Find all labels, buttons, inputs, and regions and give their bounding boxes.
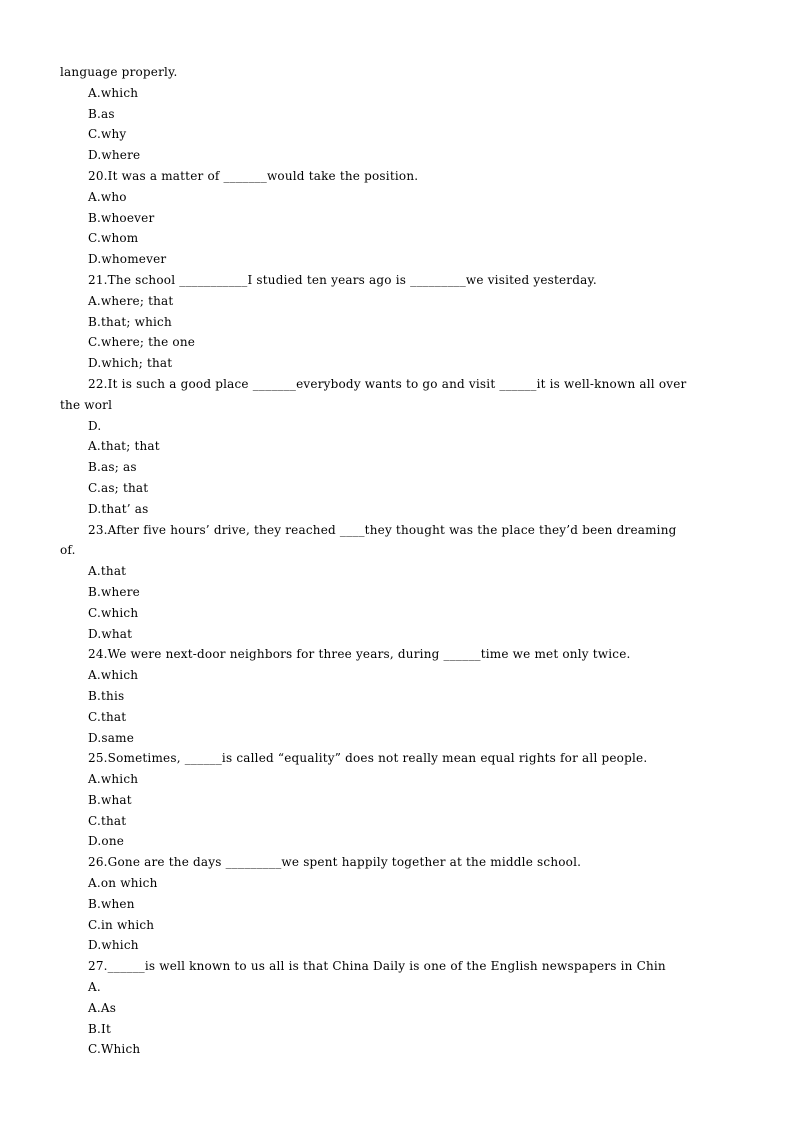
- answer-option: B.It: [88, 1021, 111, 1036]
- document-page: [60, 62, 740, 1060]
- text-line: the worl: [60, 397, 113, 412]
- answer-option: B.as; as: [88, 460, 137, 475]
- question-text: 27.______is well known to us all is that China Daily is one of the English newspapers in Chin: [88, 959, 666, 974]
- answer-option: D.where: [88, 148, 141, 163]
- answer-option: A.: [88, 980, 101, 995]
- answer-option: B.what: [88, 792, 132, 807]
- question-text: 21.The school ___________I studied ten years ago is _________we visited yesterday.: [88, 272, 597, 287]
- answer-option: C.Which: [88, 1042, 141, 1057]
- text-line: of.: [60, 543, 76, 558]
- answer-option: B.as: [88, 106, 115, 121]
- answer-option: D.that’ as: [88, 501, 149, 516]
- question-text: 25.Sometimes, ______is called “equality” does not really mean equal rights for all people.: [88, 751, 648, 766]
- answer-option: C.that: [88, 709, 127, 724]
- answer-option: D.whomever: [88, 252, 167, 267]
- answer-option: A.where; that: [88, 293, 174, 308]
- answer-option: C.whom: [88, 231, 139, 246]
- answer-option: D.which; that: [88, 356, 173, 371]
- answer-option: A.which: [88, 85, 139, 100]
- answer-option: B.where: [88, 584, 140, 599]
- answer-option: D.: [88, 418, 102, 433]
- question-text: 24.We were next-door neighbors for three years, during ______time we met only twice.: [88, 647, 631, 662]
- answer-option: A.which: [88, 772, 139, 787]
- answer-option: A.who: [88, 189, 127, 204]
- answer-option: B.when: [88, 896, 135, 911]
- answer-option: B.that; which: [88, 314, 172, 329]
- answer-option: B.whoever: [88, 210, 155, 225]
- answer-option: C.that: [88, 813, 127, 828]
- answer-option: A.As: [88, 1000, 117, 1015]
- answer-option: D.one: [88, 834, 125, 849]
- question-text: 23.After five hours’ drive, they reached ____they thought was the place they’d been dreaming: [88, 522, 677, 537]
- answer-option: B.this: [88, 688, 125, 703]
- answer-option: C.which: [88, 605, 139, 620]
- answer-option: D.what: [88, 626, 133, 641]
- answer-option: A.that: [88, 564, 127, 579]
- question-text: 26.Gone are the days _________we spent happily together at the middle school.: [88, 855, 582, 870]
- answer-option: A.which: [88, 668, 139, 683]
- answer-option: C.why: [88, 127, 127, 142]
- question-text: 20.It was a matter of _______would take the position.: [88, 168, 419, 183]
- text-line: language properly.: [60, 65, 178, 79]
- question-text: 22.It is such a good place _______everybody wants to go and visit ______it is well-known all over: [88, 376, 687, 391]
- answer-option: A.that; that: [88, 439, 160, 454]
- answer-option: D.same: [88, 730, 135, 745]
- answer-option: C.in which: [88, 917, 155, 932]
- answer-option: A.on which: [88, 876, 158, 891]
- answer-option: C.as; that: [88, 480, 149, 495]
- answer-option: D.which: [88, 938, 139, 953]
- answer-option: C.where; the one: [88, 335, 196, 350]
